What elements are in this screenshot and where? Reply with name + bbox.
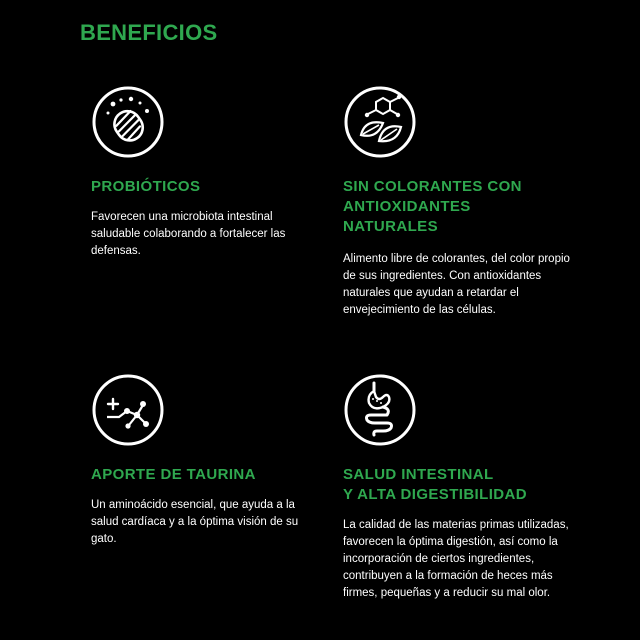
- benefit-title-line: Y ALTA DIGESTIBILIDAD: [343, 486, 527, 503]
- benefit-title: [343, 177, 573, 237]
- benefit-title: [343, 465, 573, 505]
- benefit-description: Un aminoácido esencial, que ayuda a la salud cardíaca y a la óptima visión de su gato.: [91, 499, 299, 545]
- benefit-description: Alimento libre de colorantes, del color propio de sus ingredientes. Con antioxidantes naturales que ayudan a retardar el envejecimiento de las células.: [343, 253, 570, 316]
- benefit-title-line: SALUD INTESTINAL: [343, 466, 494, 483]
- benefit-no-colorants: [343, 85, 573, 319]
- benefit-title-line: NATURALES: [343, 218, 438, 235]
- molecule-leaf-icon: [343, 85, 417, 159]
- benefit-title: PROBIÓTICOS: [91, 178, 201, 195]
- probiotic-bacteria-icon: [91, 85, 165, 159]
- benefit-title-line: SIN COLORANTES CON: [343, 178, 522, 195]
- benefit-title: APORTE DE TAURINA: [91, 466, 256, 483]
- benefit-description: La calidad de las materias primas utilizadas, favorecen la óptima digestión, así como la incorporación de ciertos ingredientes, contribuyen a la formación de heces más firmes, pequeñas y a reducir su mal olor.: [343, 519, 569, 599]
- benefit-taurine: [91, 373, 321, 548]
- benefit-probiotics: [91, 85, 321, 260]
- page-title: BENEFICIOS: [80, 20, 218, 45]
- taurine-molecule-icon: [91, 373, 165, 447]
- benefit-description: Favorecen una microbiota intestinal saludable colaborando a fortalecer las defensas.: [91, 211, 286, 257]
- digestive-system-icon: [343, 373, 417, 447]
- benefit-title-line: ANTIOXIDANTES: [343, 198, 471, 215]
- benefit-intestinal-health: [343, 373, 573, 602]
